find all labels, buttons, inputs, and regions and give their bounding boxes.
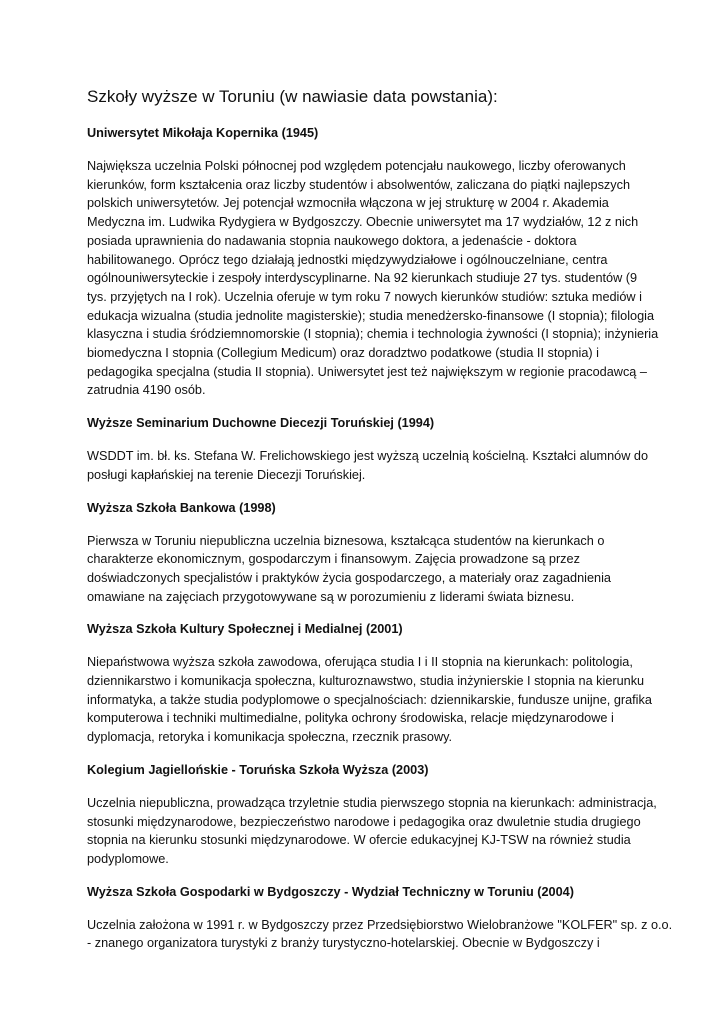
body-line: kierunków, form kształcenia oraz liczby studentów i absolwentów, zaliczana do piątki najlepszych <box>87 177 631 192</box>
section-heading: Kolegium Jagiellońskie - Toruńska Szkoła Wyższa (2003) <box>87 762 429 777</box>
body-line: pedagogika specjalna (studia II stopnia). Uniwersytet jest też największym w regionie pracodawcą – <box>87 364 647 379</box>
body-line: omawiane na zajęciach przygotowywane są w porozumieniu z liderami świata biznesu. <box>87 589 575 604</box>
body-line: zatrudnia 4190 osób. <box>87 383 206 398</box>
body-line: komputerowa i techniki multimedialne, polityka ochrony środowiska, relacje międzynarodowe i <box>87 711 614 726</box>
section-heading: Wyższa Szkoła Bankowa (1998) <box>87 500 276 515</box>
body-line: informatyka, a także studia podyplomowe o specjalnościach: dziennikarskie, fundusze unijne, grafika <box>87 692 652 707</box>
body-line: Pierwsza w Toruniu niepubliczna uczelnia biznesowa, kształcąca studentów na kierunkach o <box>87 533 605 548</box>
body-line: podyplomowe. <box>87 851 169 866</box>
body-line: Uczelnia niepubliczna, prowadząca trzyletnie studia pierwszego stopnia na kierunkach: administracja, <box>87 795 657 810</box>
section-body <box>87 157 659 400</box>
body-line: WSDDT im. bł. ks. Stefana W. Frelichowskiego jest wyższą uczelnią kościelną. Kształci alumnów do <box>87 449 649 464</box>
section-heading: Uniwersytet Mikołaja Kopernika (1945) <box>87 126 319 140</box>
body-line: - znanego organizatora turystyki z branży turystyczno-hotelarskiej. Obecnie w Bydgoszczy i <box>87 936 600 951</box>
body-line: dziennikarstwo i komunikacja społeczna, kulturoznawstwo, studia inżynierskie I stopnia na kierunku <box>87 674 645 689</box>
body-line: klasyczna i studia śródziemnomorskie (I stopnia); chemia i technologia żywności (I stopnia); inżynieria <box>87 327 659 342</box>
body-line: ogólnouniwersyteckie i zespoły interdyscyplinarne. Na 92 kierunkach studiuje 27 tys. studentów (9 <box>87 271 638 286</box>
section-body <box>87 447 647 484</box>
body-line: habilitowanego. Oprócz tego działają jednostki międzywydziałowe i ogólnouczelniane, centra <box>87 252 608 267</box>
section-body <box>87 794 657 869</box>
body-line: posiada uprawnienia do nadawania stopnia naukowego doktora, a jedenaście - doktora <box>87 233 577 248</box>
body-line: biomedyczna I stopnia (Collegium Medicum) oraz doradztwo podatkowe (studia II stopnia) i <box>87 346 599 361</box>
body-line: tys. przyjętych na I rok). Uczelnia oferuje w tym roku 7 nowych kierunków studiów: sztuka mediów i <box>87 289 642 304</box>
section-wsg <box>87 884 673 953</box>
section-umk <box>87 125 659 400</box>
body-line: dyplomacja, retoryka i komunikacja społeczna, rzecznik prasowy. <box>87 730 453 745</box>
body-line: posługi kapłańskiej na terenie Diecezji Toruńskiej. <box>87 467 366 482</box>
body-line: Medyczna im. Ludwika Rydygiera w Bydgoszczy. Obecnie uniwersytet ma 17 wydziałów, 12 z nich <box>87 215 639 230</box>
body-line: Uczelnia założona w 1991 r. w Bydgoszczy przez Przedsiębiorstwo Wielobranżowe "KOLFER" sp. z o.o. <box>87 917 673 932</box>
body-line: charakterze ekonomicznym, gospodarczym i finansowym. Zajęcia prowadzone są przez <box>87 552 580 567</box>
section-heading: Wyższa Szkoła Kultury Społecznej i Medialnej (2001) <box>87 622 403 637</box>
section-heading: Wyższa Szkoła Gospodarki w Bydgoszczy - Wydział Techniczny w Toruniu (2004) <box>87 884 574 899</box>
section-wsddt <box>87 415 647 484</box>
section-body <box>87 653 652 747</box>
body-line: polskich uniwersytetów. Jej potencjał wzmocniła włączona w jej strukturę w 2004 r. Akademia <box>87 196 609 211</box>
section-kj-tsw <box>87 762 657 869</box>
document-page <box>87 86 673 968</box>
body-line: Największa uczelnia Polski północnej pod względem potencjału naukowego, liczby oferowanych <box>87 159 626 173</box>
body-line: Niepaństwowa wyższa szkoła zawodowa, oferująca studia I i II stopnia na kierunkach: politologia, <box>87 655 633 670</box>
body-line: stosunki międzynarodowe, bezpieczeństwo narodowe i pedagogika oraz dwuletnie studia drugiego <box>87 814 641 829</box>
section-body <box>87 916 673 953</box>
section-wsb <box>87 500 647 607</box>
section-wsksim <box>87 621 652 747</box>
section-heading: Wyższe Seminarium Duchowne Diecezji Toruńskiej (1994) <box>87 416 435 431</box>
body-line: stopnia na kierunku stosunki międzynarodowe. W ofercie edukacyjnej KJ-TSW na również studia <box>87 833 631 848</box>
body-line: edukacja wizualna (studia jednolite magisterskie); studia menedżersko-finansowe (I stopnia); filologia <box>87 308 654 323</box>
document-title: Szkoły wyższe w Toruniu (w nawiasie data powstania): <box>87 87 498 106</box>
body-line: doświadczonych specjalistów i praktyków życia gospodarczego, a materiały oraz zagadnienia <box>87 570 611 585</box>
section-body <box>87 532 647 607</box>
